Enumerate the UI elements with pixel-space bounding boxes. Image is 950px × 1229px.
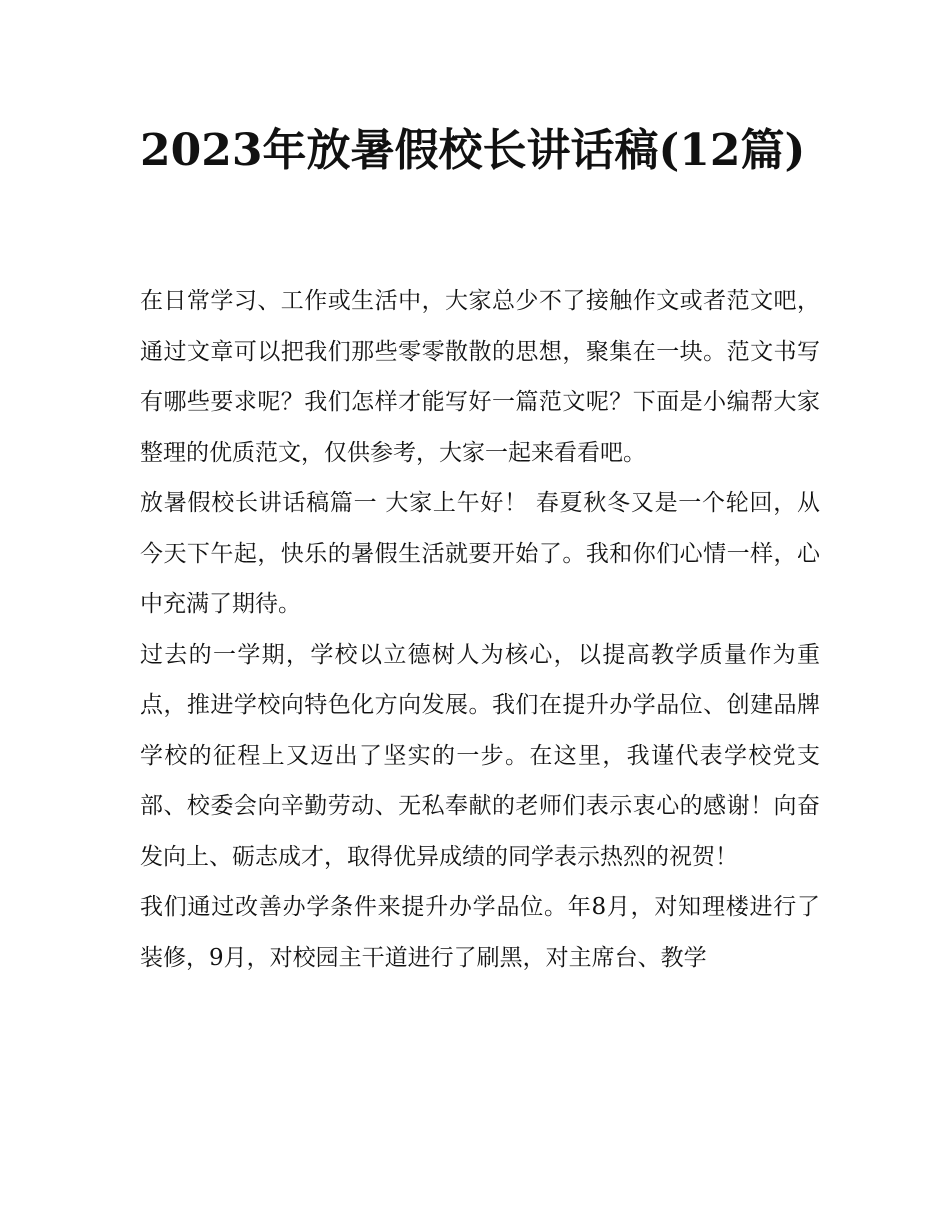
document-body [140, 276, 820, 983]
paragraph-speech-opening: 放暑假校长讲话稿篇一 大家上午好！ 春夏秋冬又是一个轮回，从今天下午起，快乐的暑假生活就要开始了。我和你们心情一样，心中充满了期待。 [140, 490, 820, 617]
paragraph-intro: 在日常学习、工作或生活中，大家总少不了接触作文或者范文吧，通过文章可以把我们那些零零散散的思想，聚集在一块。范文书写有哪些要求呢？我们怎样才能写好一篇范文呢？下面是小编帮大家整理的优质范文，仅供参考，大家一起来看看吧。 [140, 288, 820, 466]
paragraph-semester-review: 过去的一学期，学校以立德树人为核心，以提高教学质量作为重点，推进学校向特色化方向发展。我们在提升办学品位、创建品牌学校的征程上又迈出了坚实的一步。在这里，我谨代表学校党支部、校委会向辛勤劳动、无私奉献的老师们表示衷心的感谢！向奋发向上、砺志成才，取得优异成绩的同学表示热烈的祝贺！ [140, 641, 820, 870]
document-title: 2023年放暑假校长讲话稿(12篇) [140, 125, 806, 176]
paragraph-facilities: 我们通过改善办学条件来提升办学品位。年8月，对知理楼进行了装修，9月，对校园主干道进行了刷黑，对主席台、教学 [140, 894, 820, 971]
